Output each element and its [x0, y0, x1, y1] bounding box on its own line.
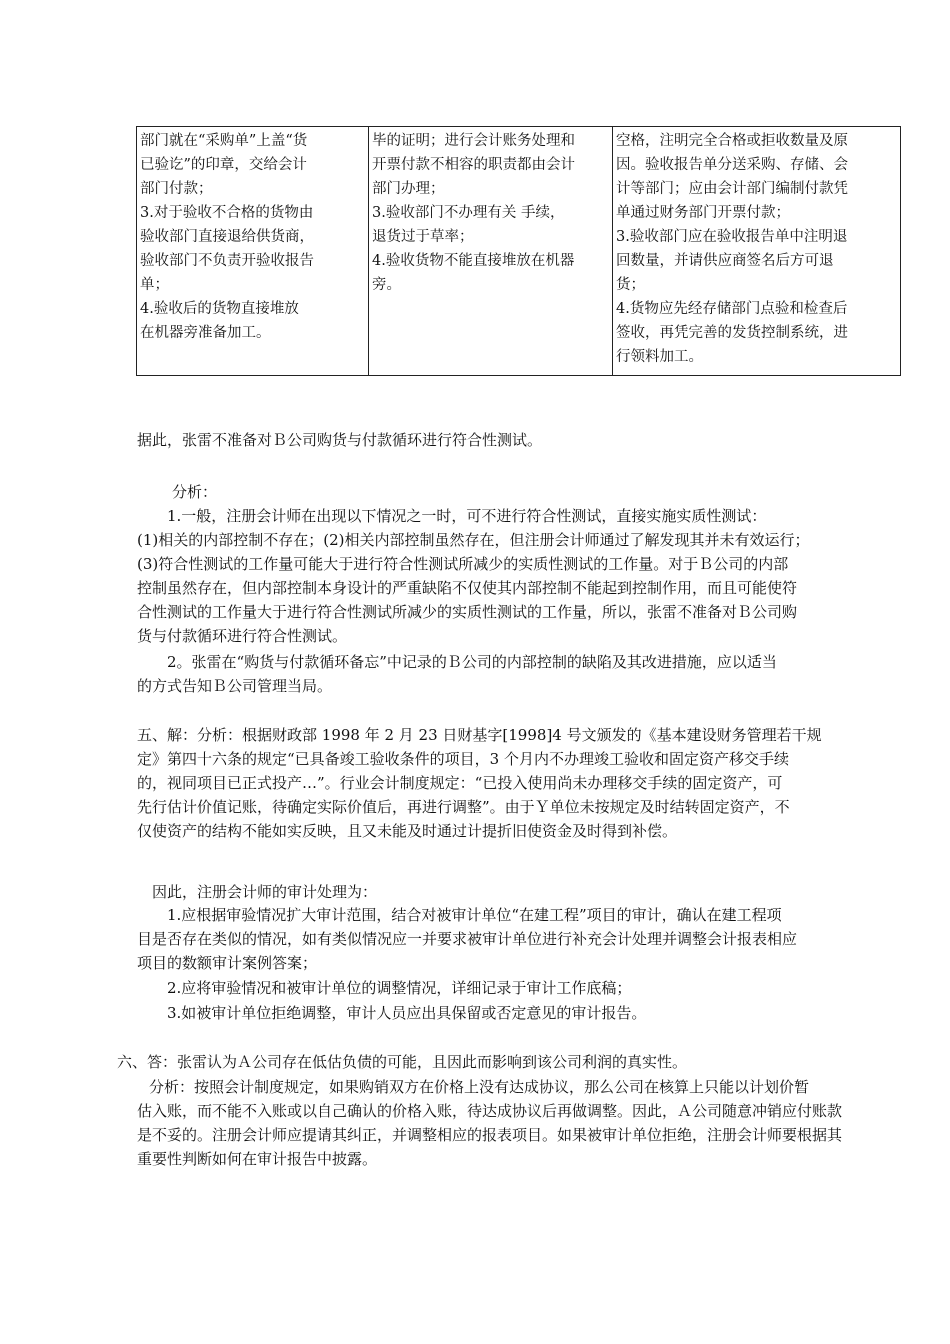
- paragraph-line: 的方式告知Ｂ公司管理当局。: [137, 677, 333, 695]
- cell-line: 验收部门不负责开验收报告: [140, 253, 314, 269]
- cell-line: 4.验收后的货物直接堆放: [140, 301, 299, 317]
- cell-line: 空格，注明完全合格或拒收数量及原: [616, 133, 848, 149]
- cell-line: 3.对于验收不合格的货物由: [140, 205, 314, 221]
- section-5-answer: [137, 723, 905, 843]
- paragraph-line: 仅使资产的结构不能如实反映，且又未能及时通过计提折旧使资金及时得到补偿。: [137, 822, 678, 840]
- table-row: [137, 127, 901, 376]
- cell-line: 3.验收部门不办理有关 手续，: [372, 205, 565, 221]
- paragraph-line: 1.一般，注册会计师在出现以下情况之一时，可不进行符合性测试，直接实施实质性测试：: [167, 507, 767, 525]
- table-cell-improvement: [613, 127, 901, 376]
- table-cell-defect: [369, 127, 613, 376]
- paragraph-line: 2。张雷在“购货与付款循环备忘”中记录的Ｂ公司的内部控制的缺陷及其改进措施，应以适当: [167, 653, 777, 671]
- cell-line: 部门办理；: [372, 181, 445, 197]
- paragraph-line: 的，视同项目已正式投产…”。行业会计制度规定：“已投入使用尚未办理移交手续的固定资产，可: [137, 774, 783, 792]
- cell-line: 单通过财务部门开票付款；: [616, 205, 790, 221]
- section-6-answer: 六、答：张雷认为Ａ公司存在低估负债的可能，且因此而影响到该公司利润的真实性。: [117, 1053, 688, 1071]
- paragraph-line: 分析：按照会计制度规定，如果购销双方在价格上没有达成协议，那么公司在核算上只能以计划价暂: [149, 1078, 810, 1096]
- paragraph-line: 是不妥的。注册会计师应提请其纠正，并调整相应的报表项目。如果被审计单位拒绝，注册会计师要根据其: [137, 1126, 843, 1144]
- paragraph-line: (3)符合性测试的工作量可能大于进行符合性测试所减少的实质性测试的工作量。对于Ｂ公司的内部: [137, 555, 789, 573]
- cell-line: 部门付款；: [140, 181, 213, 197]
- paragraph-line: 1.应根据审验情况扩大审计范围，结合对被审计单位“在建工程”项目的审计，确认在建工程项: [167, 906, 782, 924]
- cell-line: 因。验收报告单分送采购、存储、会: [616, 157, 848, 173]
- paragraph-line: 定》第四十六条的规定“已具备竣工验收条件的项目，3 个月内不办理竣工验收和固定资产移交手续: [137, 750, 789, 768]
- cell-line: 已验讫”的印章，交给会计: [140, 157, 307, 173]
- paragraph-line: 目是否存在类似的情况，如有类似情况应一并要求被审计单位进行补充会计处理并调整会计报表相应: [137, 930, 798, 948]
- paragraph-line: (1)相关的内部控制不存在；(2)相关内部控制虽然存在，但注册会计师通过了解发现其并未有效运行；: [137, 531, 810, 549]
- analysis-heading: 分析：: [172, 483, 218, 501]
- cell-line: 计等部门；应由会计部门编制付款凭: [616, 181, 848, 197]
- table-cell-existing-control: [137, 127, 369, 376]
- cell-line: 验收部门直接退给供货商，: [140, 229, 314, 245]
- paragraph-line: 合性测试的工作量大于进行符合性测试所减少的实质性测试的工作量，所以，张雷不准备对Ｂ公司购: [137, 603, 798, 621]
- paragraph-line: 重要性判断如何在审计报告中披露。: [137, 1150, 378, 1168]
- paragraph-line: 控制虽然存在，但内部控制本身设计的严重缺陷不仅使其内部控制不能起到控制作用，而且可能使符: [137, 579, 798, 597]
- cell-line: 签收，再凭完善的发货控制系统，进: [616, 325, 848, 341]
- paragraph-line: 五、解：分析：根据财政部 1998 年 2 月 23 日财基字[1998]4 号文颁发的《基本建设财务管理若干规: [137, 726, 822, 744]
- section-5-item-1: [137, 903, 905, 975]
- paragraph-line: 先行估计价值记账，待确定实际价值后，再进行调整”。由于Ｙ单位未按规定及时结转固定资产，不: [137, 798, 790, 816]
- cell-line: 3.验收部门应在验收报告单中注明退: [616, 229, 848, 245]
- section-6-analysis: [137, 1075, 905, 1171]
- control-comparison-table: [136, 126, 901, 376]
- cell-line: 毕的证明；进行会计账务处理和: [372, 133, 575, 149]
- section-5-item-3: 3.如被审计单位拒绝调整，审计人员应出具保留或否定意见的审计报告。: [167, 1004, 647, 1022]
- paragraph-line: 估入账，而不能不入账或以自己确认的价格入账，待达成协议后再做调整。因此，Ａ公司随意冲销应付账款: [137, 1102, 843, 1120]
- analysis-point-2: [137, 650, 905, 698]
- cell-line: 开票付款不相容的职责都由会计: [372, 157, 575, 173]
- cell-line: 在机器旁准备加工。: [140, 325, 271, 341]
- cell-line: 退货过于草率；: [372, 229, 474, 245]
- analysis-point-1: [137, 504, 905, 648]
- cell-line: 旁。: [372, 277, 401, 293]
- paragraph-line: 货与付款循环进行符合性测试。: [137, 627, 348, 645]
- conclusion-paragraph: 据此，张雷不准备对Ｂ公司购货与付款循环进行符合性测试。: [137, 431, 543, 449]
- cell-line: 回数量，并请供应商签名后方可退: [616, 253, 834, 269]
- section-5-therefore: 因此，注册会计师的审计处理为：: [152, 883, 378, 901]
- cell-line: 4.验收货物不能直接堆放在机器: [372, 253, 575, 269]
- cell-line: 行领料加工。: [616, 349, 703, 365]
- cell-line: 4.货物应先经存储部门点验和检查后: [616, 301, 848, 317]
- cell-line: 单；: [140, 277, 169, 293]
- section-5-item-2: 2.应将审验情况和被审计单位的调整情况，详细记录于审计工作底稿；: [167, 979, 632, 997]
- cell-line: 货；: [616, 277, 645, 293]
- cell-line: 部门就在“采购单”上盖“货: [140, 133, 308, 149]
- paragraph-line: 项目的数额审计案例答案；: [137, 954, 318, 972]
